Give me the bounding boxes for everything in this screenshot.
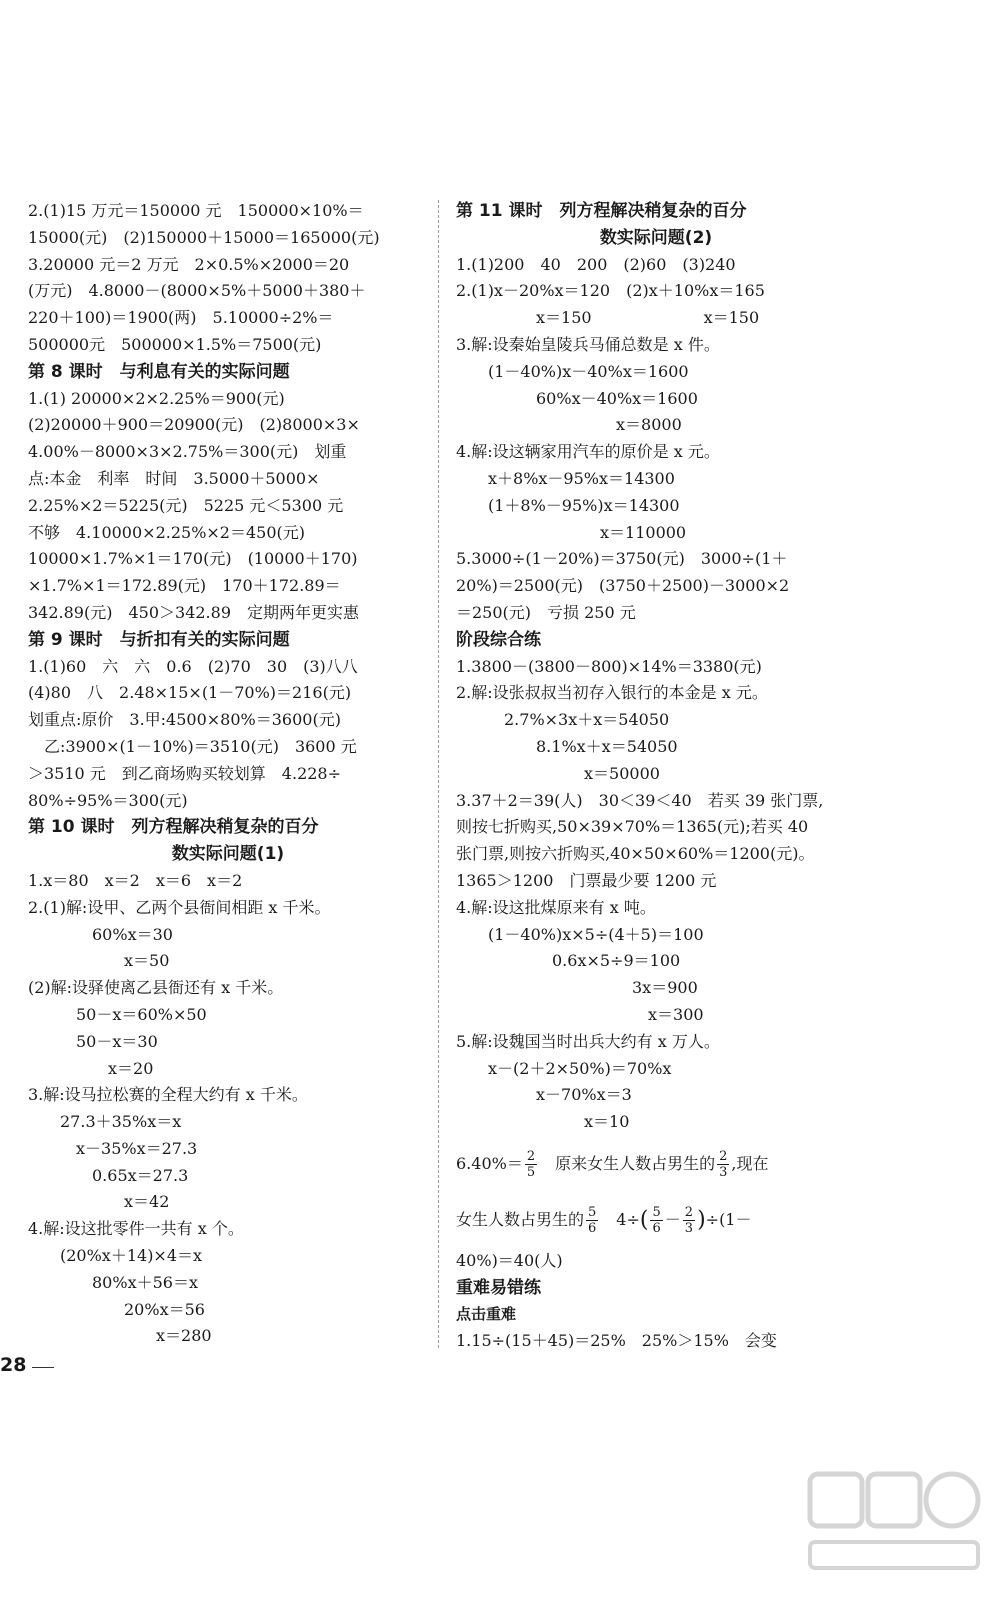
answer-line: 80%x＋56＝x	[28, 1272, 198, 1292]
answer-line-q6-2	[456, 1192, 856, 1248]
answer-line: 不够 4.10000×2.25%×2＝450(元)	[28, 522, 306, 542]
fraction-numerator: 2	[719, 1148, 728, 1164]
answer-line: (20%x＋14)×4＝x	[28, 1246, 203, 1266]
answer-line: x＝280	[28, 1326, 212, 1346]
answer-line: 80%÷95%＝300(元)	[28, 790, 188, 810]
answer-line-q6-1	[456, 1136, 856, 1192]
open-paren: (	[639, 1207, 649, 1233]
q6-text: 4÷	[600, 1209, 640, 1229]
subsection-heading: 点击重难	[456, 1305, 517, 1324]
answer-line: 1.15÷(15＋45)＝25% 25%＞15% 会变	[456, 1331, 777, 1351]
section-heading: 重难易错练	[456, 1277, 541, 1298]
answer-line: 50－x＝30	[28, 1031, 158, 1051]
answer-line: 2.7%×3x＋x＝54050	[456, 710, 670, 730]
answer-line: 60%x－40%x＝1600	[456, 388, 698, 408]
right-column-part-b	[456, 1275, 856, 1355]
fraction-denominator: 6	[652, 1220, 661, 1236]
answer-line: x＝10	[456, 1112, 630, 1132]
q6-text: 原来女生人数占男生的	[539, 1153, 716, 1173]
answer-line: x－70%x＝3	[456, 1085, 632, 1105]
answer-line: (2)解:设驿使离乙县衙还有 x 千米。	[28, 978, 284, 998]
fraction	[650, 1205, 662, 1236]
watermark-logo	[806, 1468, 982, 1578]
answer-line: x＝42	[28, 1192, 170, 1212]
answer-line: x＝300	[456, 1004, 704, 1024]
answer-line: 0.6x×5÷9＝100	[456, 951, 681, 971]
answer-line: x＝8000	[456, 415, 682, 435]
answer-line: ＝250(元) 亏损 250 元	[456, 602, 636, 622]
fraction-numerator: 5	[588, 1204, 597, 1220]
answer-line: 1.(1)60 六 六 0.6 (2)70 30 (3)八八	[28, 656, 358, 676]
page-number-rule	[32, 1367, 54, 1368]
answer-line: 3.20000 元＝2 万元 2×0.5%×2000＝20	[28, 254, 350, 274]
answer-line: x＝20	[28, 1058, 154, 1078]
answer-line: x＋8%x－95%x＝14300	[456, 468, 675, 488]
answer-line: 3x＝900	[456, 978, 698, 998]
q6-text: 6.40%＝	[456, 1153, 523, 1173]
fraction-numerator: 5	[652, 1204, 661, 1220]
watermark-seal	[926, 1474, 978, 1526]
answer-line: 4.00%－8000×3×2.75%＝300(元) 划重	[28, 442, 347, 462]
answer-line: x－(2＋2×50%)＝70%x	[456, 1058, 672, 1078]
answer-line: (1－40%)x－40%x＝1600	[456, 361, 689, 381]
answer-line: 50－x＝60%×50	[28, 1004, 207, 1024]
answer-line: 5.3000÷(1－20%)＝3750(元) 3000÷(1＋	[456, 549, 788, 569]
watermark-block	[868, 1474, 920, 1526]
answer-line: (2)20000＋900＝20900(元) (2)8000×3×	[28, 415, 360, 435]
watermark-block	[810, 1474, 862, 1526]
answer-line: x＝50000	[456, 763, 660, 783]
answer-line: 15000(元) (2)150000＋15000＝165000(元)	[28, 227, 380, 247]
right-column-part-a	[456, 198, 856, 1136]
answer-line: ×1.7%×1＝172.89(元) 170＋172.89＝	[28, 576, 341, 596]
answer-line: 5.解:设魏国当时出兵大约有 x 万人。	[456, 1031, 720, 1051]
answer-line: 10000×1.7%×1＝170(元) (10000＋170)	[28, 549, 358, 569]
answer-line: 4.解:设这批煤原来有 x 吨。	[456, 897, 656, 917]
column-divider	[438, 200, 439, 1348]
answer-line: 1365＞1200 门票最少要 1200 元	[456, 870, 717, 890]
answer-line: 1.x＝80 x＝2 x＝6 x＝2	[28, 870, 243, 890]
answer-line: 1.3800－(3800－800)×14%＝3380(元)	[456, 656, 762, 676]
answer-line: 2.(1)15 万元＝150000 元 150000×10%＝	[28, 201, 364, 220]
answer-line: 8.1%x＋x＝54050	[456, 736, 678, 756]
answer-line: x＝150 x＝150	[456, 308, 760, 328]
fraction-numerator: 2	[684, 1204, 694, 1220]
answer-line-q6-3: 40%)＝40(人)	[456, 1250, 563, 1270]
section-heading: 第 8 课时 与利息有关的实际问题	[28, 361, 290, 382]
answer-line: 27.3＋35%x＝x	[28, 1112, 182, 1132]
fraction-numerator: 2	[526, 1148, 536, 1164]
fraction	[586, 1205, 598, 1236]
q6-text: ,现在	[731, 1153, 769, 1173]
answer-line: 1.(1)200 40 200 (2)60 (3)240	[456, 254, 736, 274]
answer-line: ＞3510 元 到乙商场购买较划算 4.228÷	[28, 763, 342, 783]
answer-line: 3.解:设秦始皇陵兵马俑总数是 x 件。	[456, 334, 720, 354]
answer-line: 20%x＝56	[28, 1299, 205, 1319]
page-number: 28	[0, 1354, 27, 1376]
answer-line: 0.65x＝27.3	[28, 1165, 189, 1185]
answer-line: 342.89(元) 450＞342.89 定期两年更实惠	[28, 602, 359, 622]
answer-line: x＝50	[28, 951, 170, 971]
answer-line: 则按七折购买,50×39×70%＝1365(元);若买 40	[456, 817, 809, 837]
section-heading: 第 9 课时 与折扣有关的实际问题	[28, 629, 290, 650]
answer-line: 2.(1)解:设甲、乙两个县衙间相距 x 千米。	[28, 897, 331, 917]
answer-line: (1－40%)x×5÷(4＋5)＝100	[456, 924, 704, 944]
section-heading: 数实际问题(1)	[171, 844, 285, 865]
answer-line: 3.解:设马拉松赛的全程大约有 x 千米。	[28, 1085, 308, 1105]
fraction-denominator: 5	[526, 1164, 536, 1180]
section-heading: 阶段综合练	[456, 629, 541, 650]
minus-sign: －	[664, 1209, 681, 1229]
answer-line: 划重点:原价 3.甲:4500×80%＝3600(元)	[28, 710, 341, 730]
q6-text: 女生人数占男生的	[456, 1209, 585, 1229]
fraction	[683, 1205, 695, 1236]
answer-line: 3.37＋2＝39(人) 30＜39＜40 若买 39 张门票,	[456, 790, 824, 810]
q6-text: ÷(1－	[705, 1209, 752, 1229]
answer-line: (万元) 4.8000－(8000×5%＋5000＋380＋	[28, 281, 366, 301]
close-paren: )	[697, 1207, 706, 1233]
fraction-denominator: 6	[588, 1220, 597, 1236]
answer-line: (1＋8%－95%)x＝14300	[456, 495, 680, 515]
answer-line: 2.(1)x－20%x＝120 (2)x＋10%x＝165	[456, 281, 765, 301]
right-column	[456, 198, 856, 1355]
answer-line: x－35%x＝27.3	[28, 1138, 198, 1158]
fraction	[717, 1149, 729, 1180]
answer-line: 1.(1) 20000×2×2.25%＝900(元)	[28, 388, 285, 408]
answer-line: 乙:3900×(1－10%)＝3510(元) 3600 元	[28, 736, 357, 756]
fraction-denominator: 3	[719, 1164, 728, 1180]
section-heading: 第 11 课时 列方程解决稍复杂的百分	[456, 201, 747, 221]
answer-line: 220＋100)＝1900(两) 5.10000÷2%＝	[28, 308, 334, 328]
answer-line: 500000元 500000×1.5%＝7500(元)	[28, 334, 322, 354]
answer-line: x＝110000	[456, 522, 687, 542]
left-column	[28, 198, 428, 1350]
section-heading: 数实际问题(2)	[599, 227, 713, 248]
answer-line: 4.解:设这辆家用汽车的原价是 x 元。	[456, 442, 720, 462]
fraction-denominator: 3	[684, 1220, 694, 1236]
answer-line: 2.解:设张叔叔当初存入银行的本金是 x 元。	[456, 683, 768, 703]
answer-line: 4.解:设这批零件一共有 x 个。	[28, 1219, 244, 1239]
section-heading: 第 10 课时 列方程解决稍复杂的百分	[28, 817, 319, 838]
answer-line: (4)80 八 2.48×15×(1－70%)＝216(元)	[28, 683, 352, 703]
answer-line: 60%x＝30	[28, 924, 173, 944]
answer-line: 2.25%×2＝5225(元) 5225 元＜5300 元	[28, 495, 344, 515]
answer-line: 20%)＝2500(元) (3750＋2500)－3000×2	[456, 576, 790, 596]
answer-line: 点:本金 利率 时间 3.5000＋5000×	[28, 468, 320, 488]
answer-line: 张门票,则按六折购买,40×50×60%＝1200(元)。	[456, 844, 815, 864]
fraction	[525, 1149, 537, 1180]
watermark-banner	[810, 1542, 978, 1568]
